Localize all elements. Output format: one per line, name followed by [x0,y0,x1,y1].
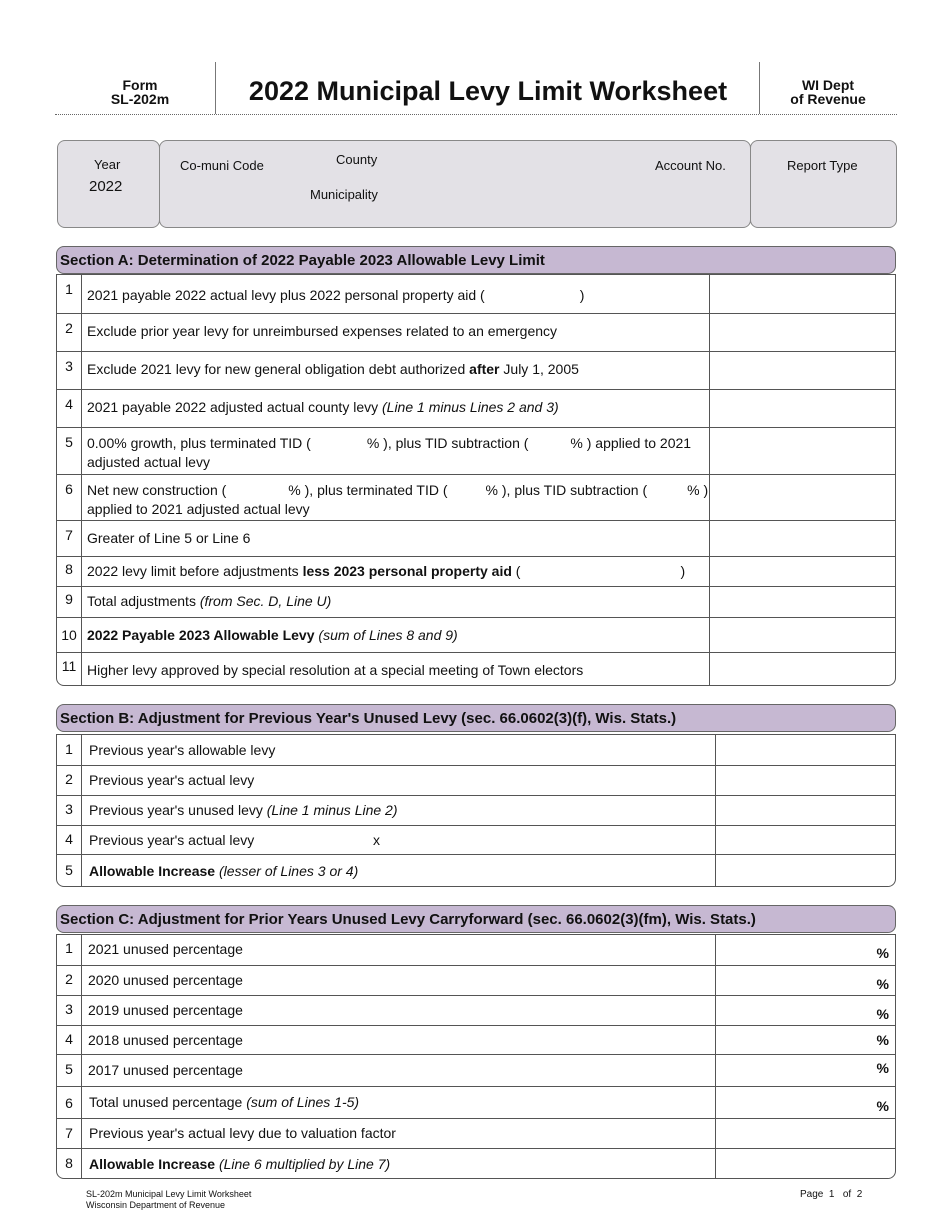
paren-close: ) [680,563,686,579]
section-c-row-2 [57,966,895,996]
line-text-part: Previous year's unused levy [89,802,267,818]
year-value: 2022 [89,178,123,195]
municipality-box [159,140,751,228]
section-c-row-6 [57,1087,895,1119]
line-text-bold: less 2023 personal property aid [302,563,512,579]
header-rule [55,114,897,115]
line-text-part: % ), plus TID subtraction ( [366,435,529,451]
line-number: 7 [65,1125,73,1141]
comuni-code-label: Co-muni Code [180,158,264,173]
section-c-header: Section C: Adjustment for Prior Years Unused Levy Carryforward (sec. 66.0602(3)(fm), Wis. Stats.) [56,905,896,933]
line-text: 2021 unused percentage [88,941,243,957]
page-number: 1 [828,1189,835,1200]
line-text [87,434,691,472]
line-text: Exclude prior year levy for unreimbursed expenses related to an emergency [87,323,558,339]
section-a-row-4 [57,390,895,428]
line-text: 2020 unused percentage [88,972,243,988]
section-b-header: Section B: Adjustment for Previous Year's Unused Levy (sec. 66.0602(3)(f), Wis. Stats.) [56,704,896,732]
line-number: 3 [65,1001,73,1017]
percent-sign: % [876,1060,889,1076]
line-text-part: Total unused percentage [89,1094,247,1110]
line-text-part: Net new construction ( [87,482,227,498]
paren-close: ) [579,287,585,303]
line-text-italic: (sum of Lines 1-5) [246,1094,360,1110]
header-divider-right [759,62,760,114]
line-number: 2 [65,771,73,787]
section-b-table [56,734,896,887]
form-number: SL-202m [110,91,170,107]
line-text-part: 2022 levy limit before adjustments [87,563,303,579]
of-label: of [842,1189,852,1200]
line-number: 5 [65,1061,73,1077]
line-text [87,562,685,581]
dept-line2: of Revenue [790,91,866,107]
report-type-box [750,140,897,228]
section-c-row-7 [57,1119,895,1149]
section-a-row-9 [57,587,895,618]
line-text: 2017 unused percentage [88,1062,243,1078]
line-text-italic: (Line 1 minus Lines 2 and 3) [382,399,559,415]
line-text-italic: (Line 6 multiplied by Line 7) [215,1156,391,1172]
section-a-row-2 [57,314,895,352]
municipality-label: Municipality [310,187,378,202]
line-text-part: % ), plus terminated TID ( [288,482,448,498]
line-text-italic: (Line 1 minus Line 2) [266,802,398,818]
header-divider-left [215,62,216,114]
dept-line1: WI Dept [801,77,855,93]
line-text-part: applied to 2021 adjusted actual levy [87,501,310,517]
line-text-part: Total adjustments [87,593,200,609]
line-text-part: % ) [687,482,709,498]
form-label: Form [122,77,158,93]
line-text: 2019 unused percentage [88,1002,243,1018]
line-text-part: % ), plus TID subtraction ( [485,482,648,498]
line-text-bold: 2022 Payable 2023 Allowable Levy [87,627,315,643]
line-text [87,592,331,611]
line-text [89,1155,390,1174]
line-text: Previous year's actual levy [89,832,255,848]
percent-sign: % [876,976,889,992]
footer-line1: SL-202m Municipal Levy Limit Worksheet [86,1189,252,1199]
section-a-row-7 [57,521,895,557]
line-number: 1 [65,940,73,956]
page-label: Page [800,1189,824,1200]
form-id [85,78,195,106]
section-a-header: Section A: Determination of 2022 Payable 2023 Allowable Levy Limit [56,246,896,274]
line-text-part: % ) applied to 2021 [570,435,692,451]
line-number: 3 [65,358,73,374]
multiply-sign: x [373,832,380,848]
line-text [89,862,358,881]
section-c-row-8 [57,1149,895,1179]
line-number: 3 [65,801,73,817]
line-number: 4 [65,396,73,412]
section-c-row-4 [57,1026,895,1055]
page-total: 2 [856,1189,863,1200]
line-text-italic: (lesser of Lines 3 or 4) [215,863,359,879]
line-number: 6 [65,481,73,497]
line-text: 2018 unused percentage [88,1032,243,1048]
footer-form-info [86,1189,251,1211]
section-a-row-5 [57,428,895,475]
line-text-italic: (from Sec. D, Line U) [199,593,332,609]
section-c-table [56,934,896,1179]
line-text-part: Exclude 2021 levy for new general obligation debt authorized [87,361,470,377]
page-title: 2022 Municipal Levy Limit Worksheet [248,76,728,106]
line-text [87,360,579,379]
section-c-row-5 [57,1055,895,1087]
line-number: 4 [65,1031,73,1047]
line-number: 10 [61,627,77,643]
section-c-row-1 [57,935,895,966]
section-a-row-10 [57,618,895,653]
line-text-bold: Allowable Increase [89,863,216,879]
section-a-row-11 [57,653,895,686]
account-no-label: Account No. [655,158,726,173]
line-number: 5 [65,434,73,450]
line-text-part: 2021 payable 2022 adjusted actual county levy [87,399,382,415]
section-a-table [56,274,896,686]
line-number: 1 [65,281,73,297]
page-indicator [800,1189,862,1200]
line-number: 9 [65,591,73,607]
dept-name [762,78,894,106]
percent-sign: % [876,945,889,961]
line-number: 4 [65,831,73,847]
line-text [87,398,559,417]
percent-sign: % [876,1032,889,1048]
section-b-row-3 [57,796,895,826]
line-text: Previous year's actual levy [89,772,255,788]
line-text: Previous year's actual levy due to valuation factor [89,1125,396,1141]
percent-sign: % [876,1006,889,1022]
section-b-row-2 [57,766,895,796]
line-text-part: ( [511,563,521,579]
line-text-part: July 1, 2005 [499,361,579,377]
line-text: Higher levy approved by special resolution at a special meeting of Town electors [87,662,584,678]
year-box [57,140,160,228]
line-number: 11 [61,658,77,674]
line-number: 8 [65,561,73,577]
line-number: 2 [65,971,73,987]
report-type-label: Report Type [787,158,858,173]
section-a-row-1 [57,275,895,314]
line-text-part: adjusted actual levy [87,454,210,470]
line-text-bold: Allowable Increase [89,1156,216,1172]
line-text [89,1093,359,1112]
line-number: 7 [65,527,73,543]
line-text-italic: (sum of Lines 8 and 9) [314,627,458,643]
line-text: Previous year's allowable levy [89,742,276,758]
section-b-row-4 [57,826,895,855]
section-a-row-6 [57,475,895,521]
line-text [89,801,398,820]
line-number: 6 [65,1095,73,1111]
line-number: 2 [65,320,73,336]
line-text-part: 0.00% growth, plus terminated TID ( [87,435,311,451]
section-b-row-1 [57,735,895,766]
percent-sign: % [876,1098,889,1114]
line-text: Greater of Line 5 or Line 6 [87,530,251,546]
line-number: 5 [65,862,73,878]
line-text [87,626,458,645]
section-b-row-5 [57,855,895,887]
section-a-row-8 [57,557,895,587]
footer-line2: Wisconsin Department of Revenue [86,1200,226,1210]
section-a-row-3 [57,352,895,390]
line-text-bold: after [469,361,500,377]
section-c-row-3 [57,996,895,1026]
county-label: County [336,152,378,167]
line-number: 1 [65,741,73,757]
line-number: 8 [65,1155,73,1171]
line-text-part: 2021 payable 2022 actual levy plus 2022 personal property aid ( [87,287,485,303]
line-text [87,481,708,519]
line-text [87,286,584,305]
year-label: Year [94,157,121,172]
